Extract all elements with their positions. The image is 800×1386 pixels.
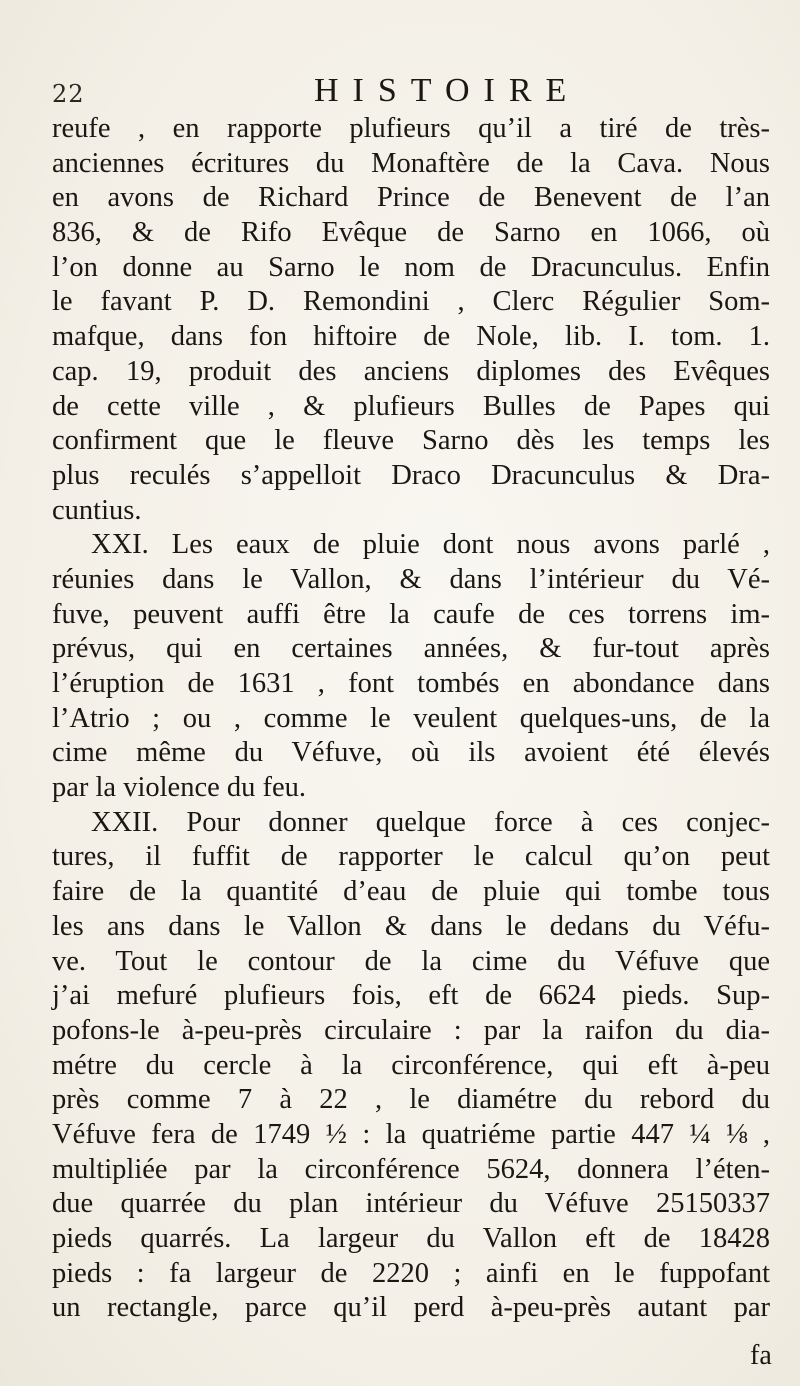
text-line: reufe , en rapporte plufieurs qu’il a tiré de très- xyxy=(52,113,770,144)
text-line: due quarrée du plan intérieur du Véfuve 25150337 xyxy=(52,1188,770,1220)
text-line: en avons de Richard Prince de Benevent de l’an xyxy=(52,182,770,214)
text-line: cuntius. xyxy=(52,494,142,526)
text-line: l’éruption de 1631 , font tombés en abondance dans xyxy=(52,668,770,699)
text-line: cime même du Véfuve, où ils avoient été élevés xyxy=(52,737,770,769)
running-title: HISTOIRE xyxy=(314,72,581,109)
text-line: anciennes écritures du Monaftère de la Cava. Nous xyxy=(52,147,770,179)
page-number: 22 xyxy=(52,80,85,108)
text-line: métre du cercle à la circonférence, qui eft à-peu xyxy=(52,1049,770,1081)
text-line: un rectangle, parce qu’il perd à-peu-près autant par xyxy=(52,1292,770,1324)
text-line: l’Atrio ; ou , comme le veulent quelques-uns, de la xyxy=(52,702,770,734)
text-line: confirment que le fleuve Sarno dès les temps les xyxy=(52,425,770,457)
text-line: faire de la quantité d’eau de pluie qui tombe tous xyxy=(52,876,770,908)
text-line: les ans dans le Vallon & dans le dedans du Véfu- xyxy=(52,910,770,942)
text-line: plus reculés s’appelloit Draco Dracunculus & Dra- xyxy=(52,459,770,491)
text-line: 836, & de Rifo Evêque de Sarno en 1066, où xyxy=(52,217,770,249)
running-head xyxy=(52,72,752,116)
text-line: pieds : fa largeur de 2220 ; ainfi en le fuppofant xyxy=(52,1257,770,1289)
text-line: ve. Tout le contour de la cime du Véfuve que xyxy=(52,945,770,977)
text-line: pieds quarrés. La largeur du Vallon eft de 18428 xyxy=(52,1223,770,1254)
text-line: prévus, qui en certaines années, & fur-tout après xyxy=(52,633,770,665)
text-line: le favant P. D. Remondini , Clerc Régulier Som- xyxy=(52,286,770,318)
paragraph-start-xxii: XXII. Pour donner quelque force à ces conjec- xyxy=(91,806,770,838)
text-line: Véfuve fera de 1749 ½ : la quatriéme partie 447 ¼ ⅛ , xyxy=(52,1118,770,1150)
text-line: par la violence du feu. xyxy=(52,772,307,804)
text-line: fuve, peuvent auffi être la caufe de ces torrens im- xyxy=(52,598,770,630)
paragraph-start-xxi: XXI. Les eaux de pluie dont nous avons parlé , xyxy=(91,529,770,561)
text-line: pofons-le à-peu-près circulaire : par la raifon du dia- xyxy=(52,1014,770,1046)
text-line: près comme 7 à 22 , le diamétre du rebord du xyxy=(52,1084,770,1116)
text-line: j’ai mefuré plufieurs fois, eft de 6624 pieds. Sup- xyxy=(52,980,770,1012)
text-line: réunies dans le Vallon, & dans l’intérieur du Vé- xyxy=(52,563,770,595)
text-line: mafque, dans fon hiftoire de Nole, lib. I. tom. 1. xyxy=(52,321,770,353)
text-line: tures, il fuffit de rapporter le calcul qu’on peut xyxy=(52,841,770,873)
text-line: multipliée par la circonférence 5624, donnera l’éten- xyxy=(52,1153,770,1185)
catchword: fa xyxy=(750,1340,772,1371)
text-line: de cette ville , & plufieurs Bulles de Papes qui xyxy=(52,390,770,422)
text-line: cap. 19, produit des anciens diplomes des Evêques xyxy=(52,355,770,387)
text-line: l’on donne au Sarno le nom de Dracunculus. Enfin xyxy=(52,251,770,283)
body-text xyxy=(52,112,770,1326)
